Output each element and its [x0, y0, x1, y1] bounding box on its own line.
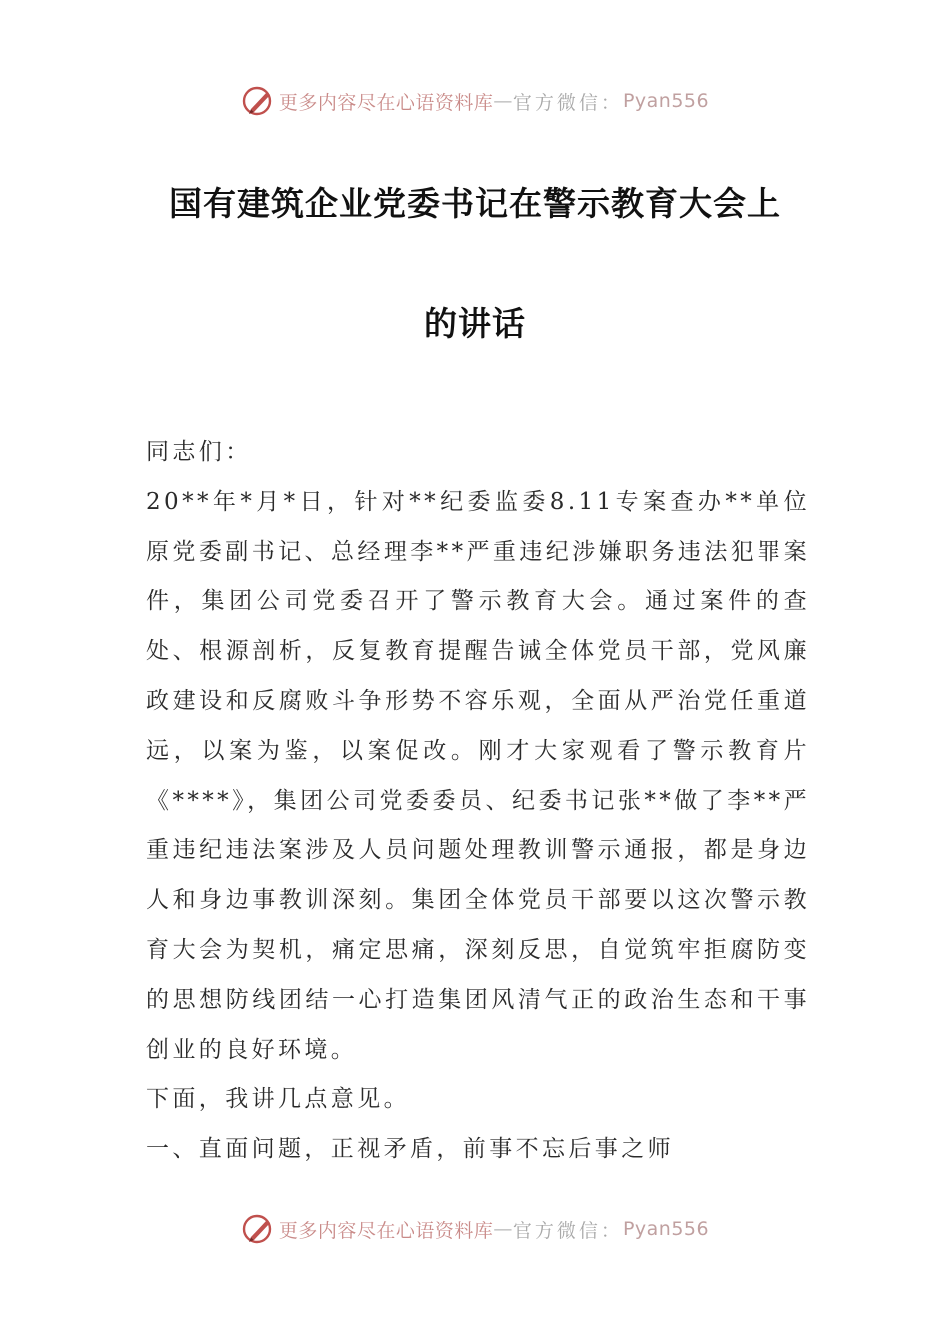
- section-heading-1: 一、直面问题，正视矛盾，前事不忘后事之师: [146, 1136, 674, 1163]
- paragraph-opening: 20**年*月*日，针对**纪委监委8.11专案查办**单位原党委副书记、总经理李**严重违纪涉嫌职务违法犯罪案件，集团公司党委召开了警示教育大会。通过案件的查处、根源剖析，反复教育提醒告诫全体党员干部，党风廉政建设和反腐败斗争形势不容乐观，全面从严治党任重道远，以案为鉴，以案促改。刚才大家观看了警示教育片《****》，集团公司党委委员、纪委书记张**做了李**严重违纪违法案涉及人员问题处理教训警示通报，都是身边人和身边事教训深刻。集团全体党员干部要以这次警示教育大会为契机，痛定思痛，深刻反思，自觉筑牢拒腐防变的思想防线团结一心打造集团风清气正的政治生态和干事创业的良好环境。: [146, 488, 810, 1063]
- paragraph-intro: 下面，我讲几点意见。: [146, 1086, 410, 1113]
- document-title-line-1: 国有建筑企业党委书记在警示教育大会上: [169, 184, 781, 223]
- watermark-brand: 更多内容尽在心语资料库: [278, 91, 494, 114]
- watermark-brand: 更多内容尽在心语资料库: [278, 1219, 494, 1242]
- watermark-official-label: 官方微信：: [512, 1219, 623, 1242]
- watermark-dash: —: [493, 90, 513, 112]
- pen-in-circle-icon: [241, 1212, 275, 1246]
- pen-in-circle-icon: [241, 84, 275, 118]
- salutation: 同志们：: [146, 439, 252, 465]
- watermark-official-label: 官方微信：: [512, 91, 623, 114]
- document-body: [146, 428, 810, 1175]
- watermark-header: [0, 84, 950, 118]
- watermark-wechat-id: Pyan556: [622, 1218, 710, 1240]
- watermark-wechat-id: Pyan556: [622, 90, 710, 112]
- document-title-line-2: 的讲话: [424, 304, 526, 343]
- watermark-dash: —: [493, 1218, 513, 1240]
- watermark-footer: [0, 1212, 950, 1246]
